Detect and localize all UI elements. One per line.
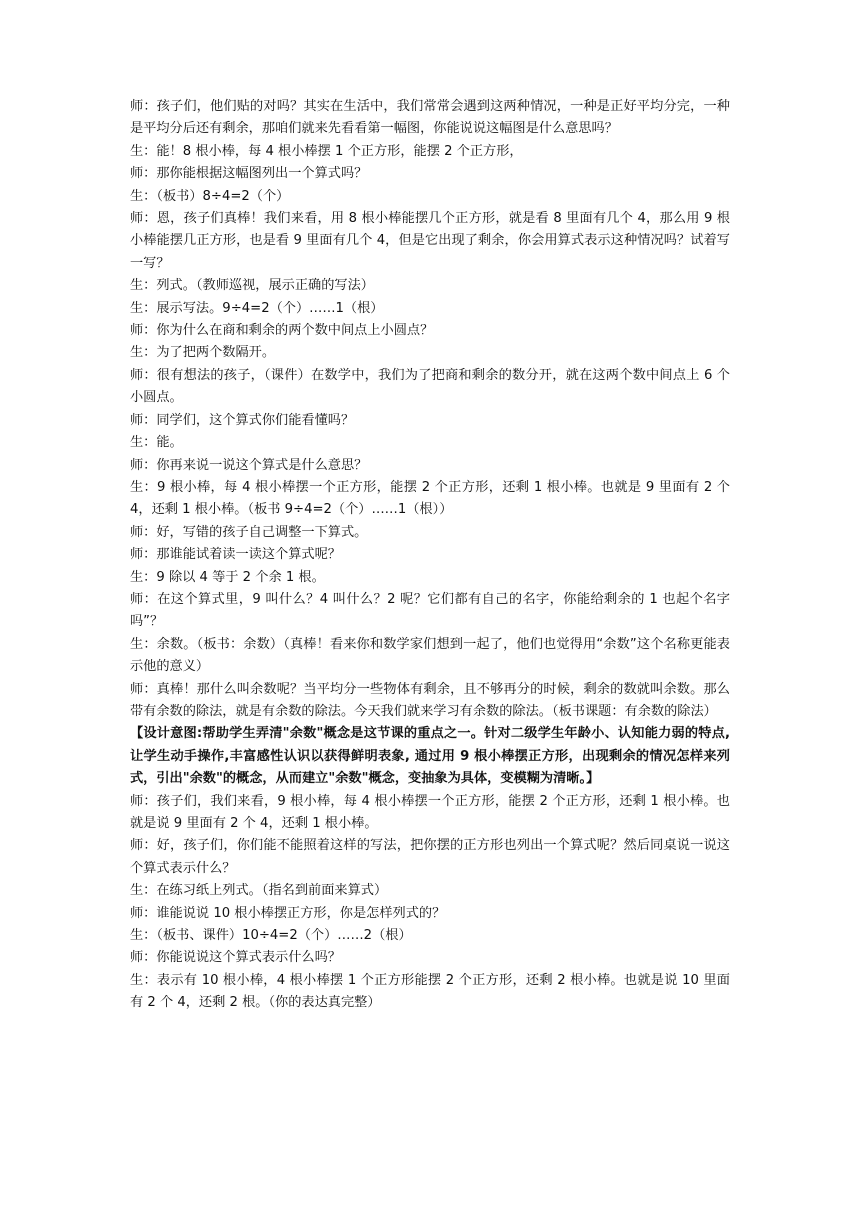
paragraph: 生：余数。（板书：余数）（真棒！看来你和数学家们想到一起了，他们也觉得用“余数”这个名称更能表示他的意义） xyxy=(130,636,730,675)
paragraph: 师：谁能说说 10 根小棒摆正方形，你是怎样列式的？ xyxy=(130,905,446,921)
paragraph: 生：表示有 10 根小棒，4 根小棒摆 1 个正方形能摆 2 个正方形，还剩 2 根小棒。也就是说 10 里面有 2 个 4，还剩 2 根。（你的表达真完整） xyxy=(130,972,730,1011)
paragraph: 生：为了把两个数隔开。 xyxy=(130,345,276,361)
paragraph: 师：你为什么在商和剩余的两个数中间点上小圆点？ xyxy=(130,323,434,339)
paragraph: 生：能！8 根小棒，每 4 根小棒摆 1 个正方形，能摆 2 个正方形， xyxy=(130,143,523,159)
paragraph: 师：在这个算式里，9 叫什么？4 叫什么？2 呢？它们都有自己的名字，你能给剩余的 1 也起个名字吗”？ xyxy=(130,591,730,630)
paragraph: 生：列式。（教师巡视，展示正确的写法） xyxy=(130,278,374,294)
document-page xyxy=(130,96,730,1015)
paragraph: 师：很有想法的孩子，（课件）在数学中，我们为了把商和剩余的数分开，就在这两个数中间点上 6 个小圆点。 xyxy=(130,367,730,406)
paragraph: 生：在练习纸上列式。（指名到前面来算式） xyxy=(130,883,388,899)
paragraph: 师：好，孩子们，你们能不能照着这样的写法，把你摆的正方形也列出一个算式呢？然后同桌说一说这个算式表示什么？ xyxy=(130,838,730,876)
paragraph: 师：孩子们，他们贴的对吗？其实在生活中，我们常常会遇到这两种情况，一种是正好平均分完，一种是平均分后还有剩余，那咱们就来先看看第一幅图，你能说说这幅图是什么意思吗？ xyxy=(130,99,730,137)
paragraph: 生：（板书）8÷4=2（个） xyxy=(130,188,290,204)
paragraph: 师：恩，孩子们真棒！我们来看，用 8 根小棒能摆几个正方形，就是看 8 里面有几个 4，那么用 9 根小棒能摆几正方形，也是看 9 里面有几个 4，但是它出现了剩余，你会用算式表示这种情况吗？试着写一写？ xyxy=(130,211,730,271)
paragraph: 生：展示写法。9÷4=2（个）……1（根） xyxy=(130,300,384,316)
paragraph: 生：能。 xyxy=(130,435,183,451)
paragraph: 生：（板书、课件）10÷4=2（个）……2（根） xyxy=(130,928,412,944)
paragraph: 师：那你能根据这幅图列出一个算式吗？ xyxy=(130,166,368,182)
design-intent-note: 【设计意图:帮助学生弄清"余数"概念是这节课的重点之一。针对二级学生年龄小、认知能力弱的特点,让学生动手操作,丰富感性认识以获得鲜明表象, 通过用 9 根小棒摆正方形，出现剩余的情况怎样来列式，引出"余数"的概念，从而建立"余数"概念，变抽象为具体，变模糊为清晰。】 xyxy=(130,726,730,787)
paragraph: 师：好，写错的孩子自己调整一下算式。 xyxy=(130,524,368,540)
paragraph: 师：那谁能试着读一读这个算式呢？ xyxy=(130,547,341,563)
paragraph: 师：真棒！那什么叫余数呢？当平均分一些物体有剩余，且不够再分的时候，剩余的数就叫余数。那么带有余数的除法，就是有余数的除法。今天我们就来学习有余数的除法。（板书课题：有余数的除法） xyxy=(130,681,730,719)
paragraph: 生：9 根小棒，每 4 根小棒摆一个正方形，能摆 2 个正方形，还剩 1 根小棒。也就是 9 里面有 2 个 4，还剩 1 根小棒。（板书 9÷4=2（个）……1（根）） xyxy=(130,479,730,518)
paragraph: 师：你能说说这个算式表示什么吗？ xyxy=(130,950,341,966)
paragraph: 生：9 除以 4 等于 2 个余 1 根。 xyxy=(130,569,325,585)
paragraph: 师：你再来说一说这个算式是什么意思？ xyxy=(130,457,368,473)
paragraph: 师：孩子们，我们来看，9 根小棒，每 4 根小棒摆一个正方形，能摆 2 个正方形，还剩 1 根小棒。也就是说 9 里面有 2 个 4，还剩 1 根小棒。 xyxy=(130,793,730,831)
paragraph: 师：同学们，这个算式你们能看懂吗？ xyxy=(130,412,355,428)
